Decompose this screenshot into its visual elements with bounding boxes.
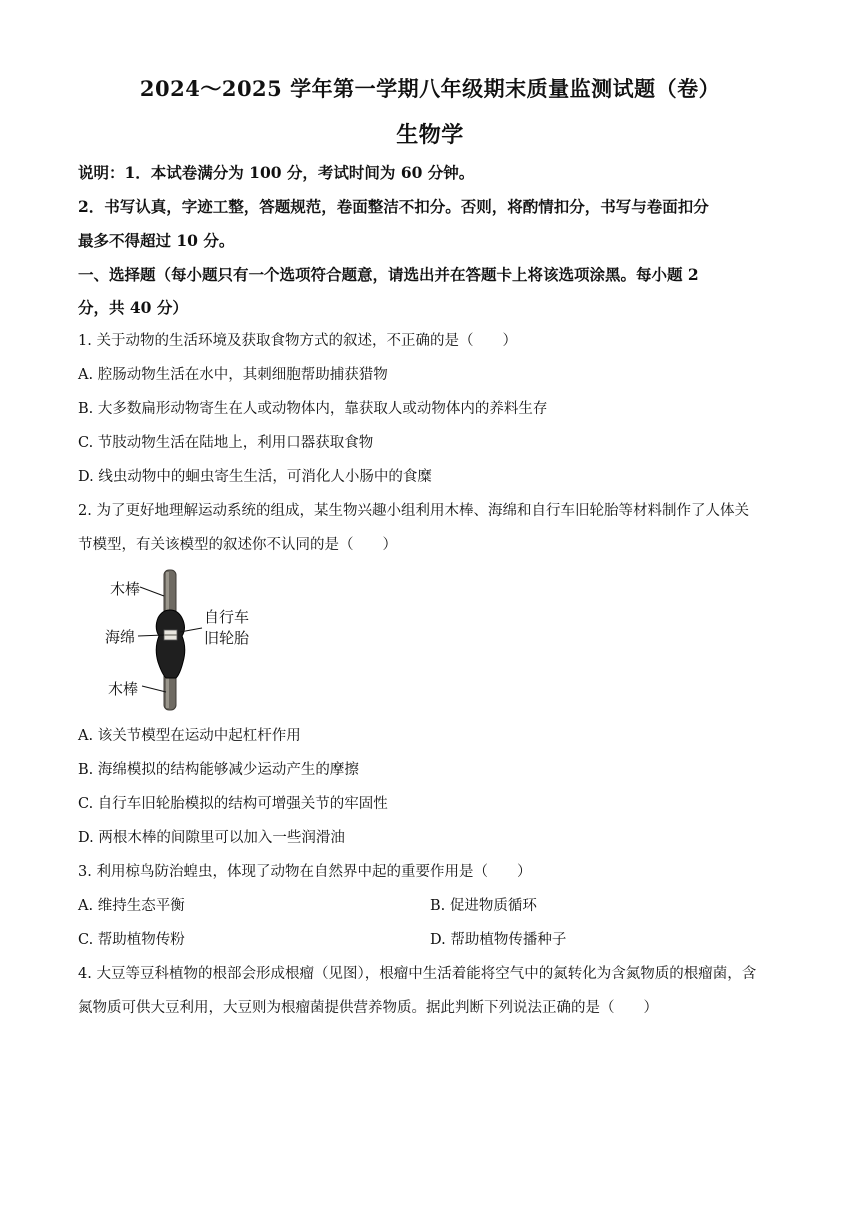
bottom-stick-leader	[142, 686, 166, 692]
question-2-option-a: A. 该关节模型在运动中起杠杆作用	[78, 728, 301, 744]
bicycle-tire-shape	[156, 610, 185, 678]
question-3-option-a: A. 维持生态平衡	[78, 898, 185, 914]
question-2-stem-line-2: 节模型，有关该模型的叙述你不认同的是（ ）	[78, 537, 397, 553]
question-2-stem-line-1: 2. 为了更好地理解运动系统的组成，某生物兴趣小组利用木棒、海绵和自行车旧轮胎等材料制作了人体关	[78, 503, 749, 519]
joint-model-diagram	[100, 566, 270, 716]
question-4-stem-line-2: 氮物质可供大豆利用，大豆则为根瘤菌提供营养物质。据此判断下列说法正确的是（ ）	[78, 1000, 658, 1016]
question-2-option-b: B. 海绵模拟的结构能够减少运动产生的摩擦	[78, 762, 359, 778]
question-1-stem: 1. 关于动物的生活环境及获取食物方式的叙述，不正确的是（ ）	[78, 333, 517, 349]
label-sponge: 海绵	[105, 628, 136, 646]
top-stick-leader	[140, 587, 164, 596]
subject-title: 生物学	[396, 122, 464, 148]
question-3-option-d: D. 帮助植物传播种子	[430, 932, 567, 948]
section-heading-line-2: 分，共 40 分）	[78, 298, 188, 317]
exam-title: 2024～2025 学年第一学期八年级期末质量监测试题（卷）	[139, 76, 721, 101]
section-heading-line-1: 一、选择题（每小题只有一个选项符合题意，请选出并在答题卡上将该选项涂黑。每小题 2	[78, 265, 699, 284]
label-bottom-stick: 木棒	[108, 680, 139, 698]
question-2-option-d: D. 两根木棒的间隙里可以加入一些润滑油	[78, 830, 345, 846]
label-tire-line-2: 旧轮胎	[204, 629, 250, 647]
question-3-option-b: B. 促进物质循环	[430, 898, 537, 914]
question-1-option-a: A. 腔肠动物生活在水中，其刺细胞帮助捕获猎物	[78, 367, 388, 383]
question-2-option-c: C. 自行车旧轮胎模拟的结构可增强关节的牢固性	[78, 796, 388, 812]
question-3-stem: 3. 利用椋鸟防治蝗虫，体现了动物在自然界中起的重要作用是（ ）	[78, 864, 532, 880]
label-top-stick: 木棒	[110, 580, 141, 598]
instruction-line-3: 最多不得超过 10 分。	[78, 231, 235, 250]
question-3-option-c: C. 帮助植物传粉	[78, 932, 185, 948]
question-1-option-d: D. 线虫动物中的蛔虫寄生生活，可消化人小肠中的食糜	[78, 469, 432, 485]
question-1-option-b: B. 大多数扁形动物寄生在人或动物体内，靠获取人或动物体内的养料生存	[78, 401, 548, 417]
instruction-line-1: 说明：1．本试卷满分为 100 分，考试时间为 60 分钟。	[78, 163, 475, 182]
question-1-option-c: C. 节肢动物生活在陆地上，利用口器获取食物	[78, 435, 374, 451]
joint-model-figure	[100, 566, 270, 716]
instruction-line-2: 2．书写认真，字迹工整，答题规范，卷面整洁不扣分。否则，将酌情扣分，书写与卷面扣分	[78, 197, 709, 216]
label-tire-line-1: 自行车	[204, 608, 250, 626]
question-4-stem-line-1: 4. 大豆等豆科植物的根部会形成根瘤（见图），根瘤中生活着能将空气中的氮转化为含氮物质的根瘤菌，含	[78, 966, 757, 982]
